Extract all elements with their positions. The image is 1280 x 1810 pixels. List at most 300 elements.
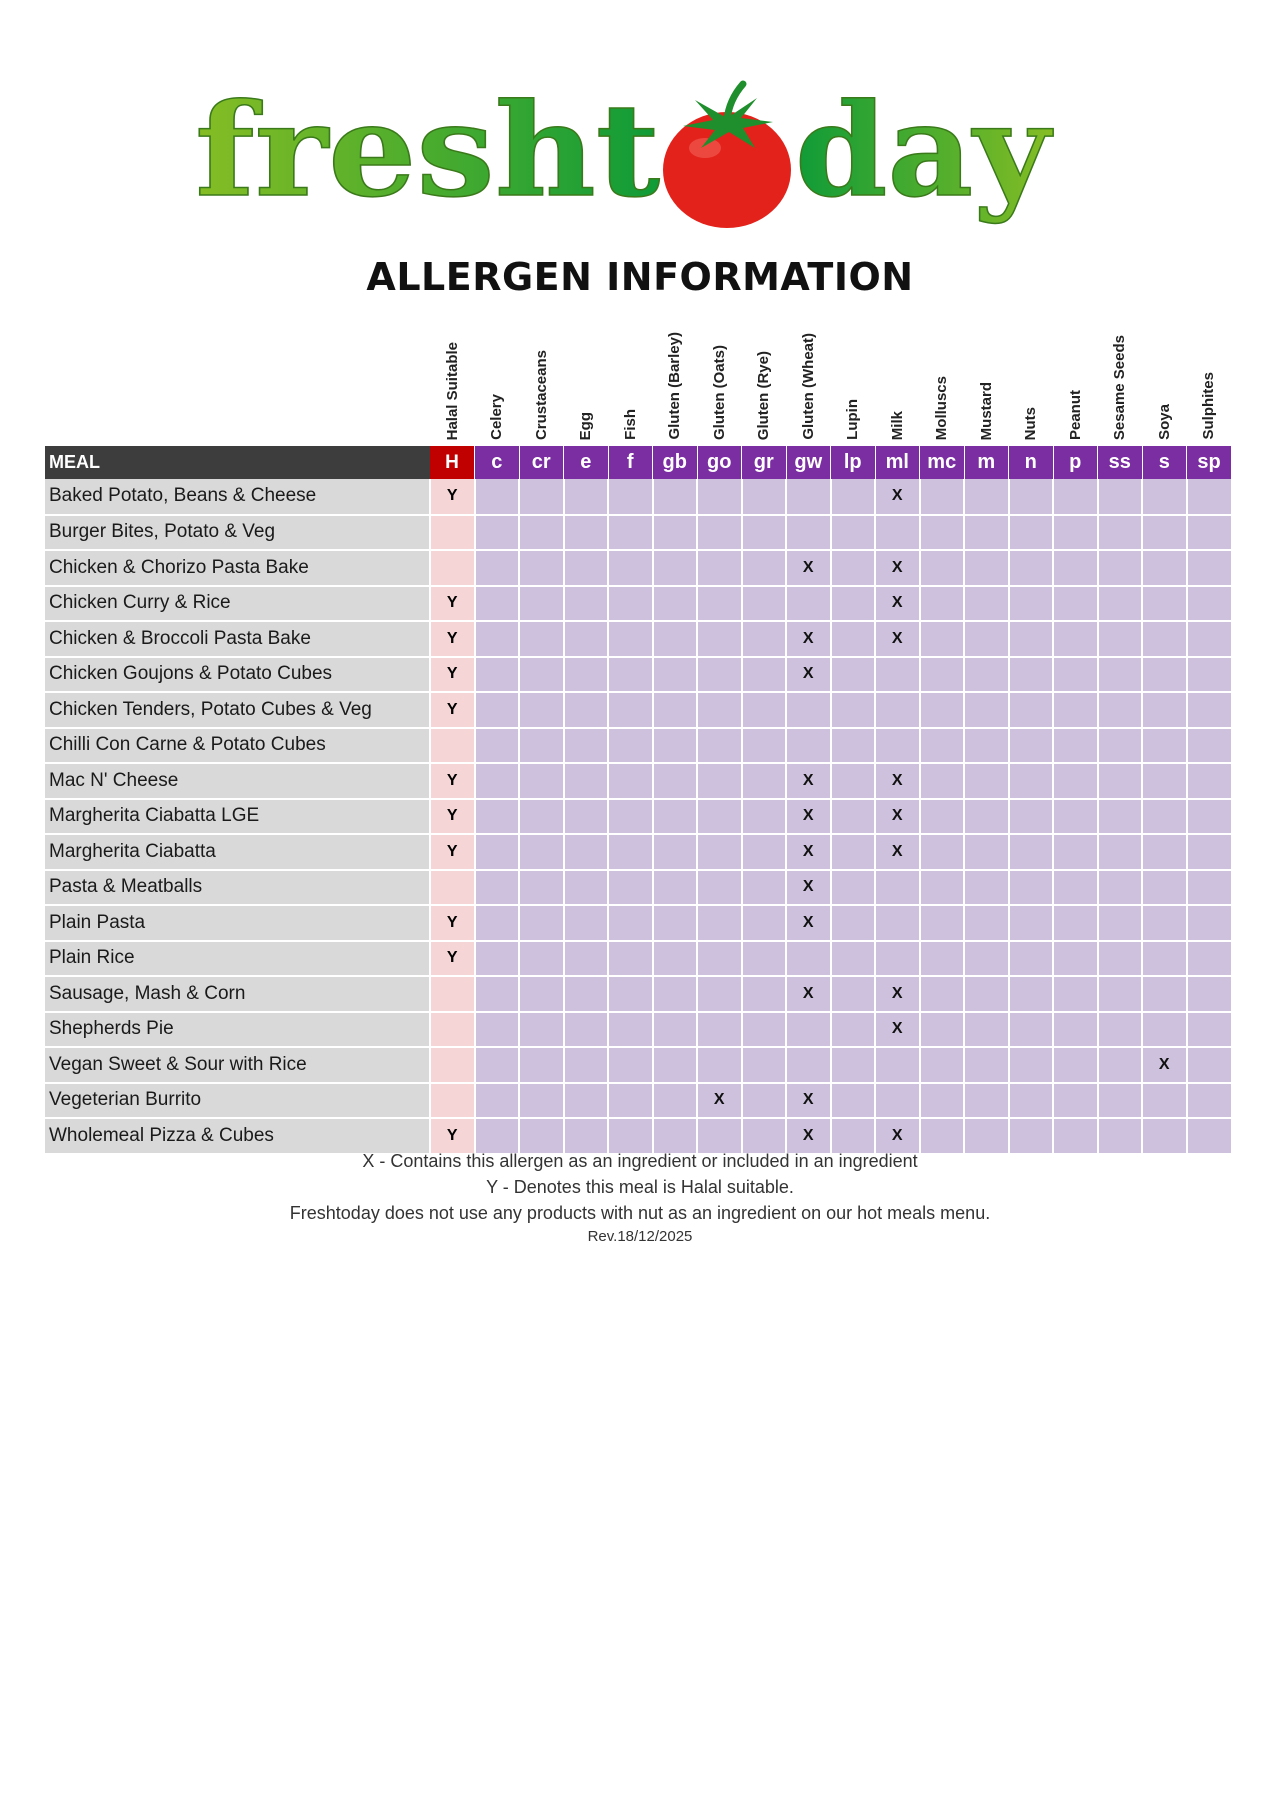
allergen-mark bbox=[1098, 905, 1143, 941]
allergen-name: Sulphites bbox=[1200, 372, 1218, 440]
allergen-mark bbox=[831, 479, 876, 515]
allergen-name: Peanut bbox=[1066, 389, 1084, 440]
allergen-name: Celery bbox=[488, 394, 506, 440]
allergen-mark: X bbox=[786, 834, 831, 870]
allergen-mark bbox=[1142, 586, 1187, 622]
allergen-mark bbox=[1009, 1083, 1054, 1119]
allergen-mark bbox=[964, 799, 1009, 835]
allergen-mark bbox=[608, 479, 653, 515]
allergen-mark bbox=[564, 621, 609, 657]
allergen-mark bbox=[1187, 550, 1232, 586]
halal-mark bbox=[430, 976, 475, 1012]
allergen-mark bbox=[697, 479, 742, 515]
allergen-mark bbox=[920, 834, 965, 870]
allergen-mark bbox=[1098, 586, 1143, 622]
meal-column-header: MEAL bbox=[45, 446, 430, 479]
allergen-mark bbox=[831, 763, 876, 799]
allergen-mark bbox=[1053, 550, 1098, 586]
meal-name: Pasta & Meatballs bbox=[45, 870, 430, 906]
header-allergen bbox=[875, 330, 920, 446]
table-row bbox=[45, 1012, 1231, 1048]
allergen-mark bbox=[831, 834, 876, 870]
allergen-mark bbox=[920, 621, 965, 657]
meal-name: Chicken Curry & Rice bbox=[45, 586, 430, 622]
allergen-code: sp bbox=[1187, 446, 1232, 479]
revision-date: Rev.18/12/2025 bbox=[587, 1228, 693, 1245]
allergen-mark bbox=[920, 976, 965, 1012]
meal-name: Plain Rice bbox=[45, 941, 430, 977]
allergen-mark bbox=[964, 1047, 1009, 1083]
allergen-mark: X bbox=[786, 621, 831, 657]
allergen-mark bbox=[475, 905, 520, 941]
meal-name: Chicken Tenders, Potato Cubes & Veg bbox=[45, 692, 430, 728]
allergen-name: Gluten (Oats) bbox=[710, 344, 728, 440]
allergen-mark bbox=[564, 834, 609, 870]
allergen-mark bbox=[920, 1047, 965, 1083]
header-halal-label: Halal Suitable bbox=[443, 341, 461, 440]
allergen-mark bbox=[920, 763, 965, 799]
allergen-mark bbox=[564, 1012, 609, 1048]
allergen-mark bbox=[608, 870, 653, 906]
allergen-mark bbox=[1187, 941, 1232, 977]
allergen-mark bbox=[964, 976, 1009, 1012]
allergen-mark: X bbox=[786, 799, 831, 835]
allergen-mark bbox=[742, 586, 787, 622]
allergen-mark bbox=[653, 621, 698, 657]
allergen-mark bbox=[608, 763, 653, 799]
allergen-mark bbox=[964, 1012, 1009, 1048]
allergen-mark bbox=[1142, 870, 1187, 906]
allergen-mark bbox=[608, 550, 653, 586]
allergen-mark bbox=[831, 657, 876, 693]
allergen-code: n bbox=[1009, 446, 1054, 479]
allergen-mark bbox=[964, 657, 1009, 693]
allergen-mark bbox=[1009, 692, 1054, 728]
allergen-mark bbox=[831, 870, 876, 906]
allergen-mark bbox=[1187, 870, 1232, 906]
allergen-mark bbox=[608, 976, 653, 1012]
allergen-mark bbox=[519, 834, 564, 870]
allergen-mark bbox=[1142, 976, 1187, 1012]
header-allergen bbox=[1098, 330, 1143, 446]
header-allergen bbox=[831, 330, 876, 446]
meal-name: Shepherds Pie bbox=[45, 1012, 430, 1048]
allergen-mark bbox=[1098, 479, 1143, 515]
allergen-mark: X bbox=[875, 976, 920, 1012]
allergen-mark bbox=[519, 1047, 564, 1083]
allergen-name: Gluten (Rye) bbox=[755, 350, 773, 440]
allergen-mark bbox=[475, 763, 520, 799]
allergen-mark bbox=[697, 941, 742, 977]
meal-name: Margherita Ciabatta bbox=[45, 834, 430, 870]
allergen-mark bbox=[1053, 870, 1098, 906]
allergen-mark bbox=[564, 1047, 609, 1083]
allergen-mark bbox=[564, 479, 609, 515]
allergen-mark bbox=[742, 1083, 787, 1119]
halal-mark: Y bbox=[430, 1118, 475, 1154]
allergen-mark bbox=[475, 728, 520, 764]
allergen-mark bbox=[1009, 479, 1054, 515]
allergen-mark bbox=[1053, 941, 1098, 977]
allergen-mark bbox=[1187, 692, 1232, 728]
allergen-mark bbox=[653, 905, 698, 941]
allergen-mark bbox=[1053, 763, 1098, 799]
allergen-mark bbox=[1187, 586, 1232, 622]
allergen-mark bbox=[786, 1012, 831, 1048]
table-row bbox=[45, 905, 1231, 941]
header-allergen bbox=[786, 330, 831, 446]
allergen-mark bbox=[1142, 657, 1187, 693]
legend bbox=[0, 1148, 1280, 1248]
allergen-mark bbox=[653, 657, 698, 693]
table-row bbox=[45, 941, 1231, 977]
allergen-mark bbox=[564, 728, 609, 764]
allergen-mark bbox=[519, 692, 564, 728]
allergen-mark bbox=[564, 550, 609, 586]
allergen-mark bbox=[920, 1012, 965, 1048]
allergen-mark bbox=[786, 515, 831, 551]
allergen-mark bbox=[875, 692, 920, 728]
allergen-mark bbox=[1098, 550, 1143, 586]
allergen-mark bbox=[742, 799, 787, 835]
allergen-mark bbox=[742, 479, 787, 515]
header-allergen bbox=[1142, 330, 1187, 446]
table-row bbox=[45, 692, 1231, 728]
allergen-mark bbox=[964, 870, 1009, 906]
allergen-mark bbox=[920, 479, 965, 515]
allergen-mark bbox=[564, 586, 609, 622]
allergen-mark: X bbox=[875, 834, 920, 870]
header-allergen bbox=[1187, 330, 1232, 446]
allergen-mark bbox=[1142, 905, 1187, 941]
allergen-mark bbox=[1142, 799, 1187, 835]
allergen-mark bbox=[786, 479, 831, 515]
header-allergen bbox=[608, 330, 653, 446]
halal-mark: Y bbox=[430, 657, 475, 693]
table-row bbox=[45, 763, 1231, 799]
allergen-mark bbox=[742, 621, 787, 657]
allergen-mark bbox=[742, 976, 787, 1012]
allergen-mark bbox=[1098, 941, 1143, 977]
table-row bbox=[45, 515, 1231, 551]
allergen-names-row bbox=[45, 330, 1231, 446]
meal-name: Wholemeal Pizza & Cubes bbox=[45, 1118, 430, 1154]
allergen-mark bbox=[920, 657, 965, 693]
allergen-mark: X bbox=[786, 870, 831, 906]
allergen-mark bbox=[831, 976, 876, 1012]
header-allergen bbox=[519, 330, 564, 446]
allergen-code: go bbox=[697, 446, 742, 479]
allergen-mark bbox=[697, 621, 742, 657]
header-allergen bbox=[920, 330, 965, 446]
allergen-mark bbox=[831, 550, 876, 586]
allergen-mark bbox=[475, 941, 520, 977]
halal-mark: Y bbox=[430, 834, 475, 870]
halal-mark: Y bbox=[430, 799, 475, 835]
allergen-mark bbox=[1053, 834, 1098, 870]
allergen-mark bbox=[1187, 799, 1232, 835]
allergen-mark bbox=[1142, 941, 1187, 977]
allergen-mark bbox=[1053, 479, 1098, 515]
allergen-mark bbox=[1098, 834, 1143, 870]
allergen-mark bbox=[1142, 834, 1187, 870]
allergen-mark bbox=[875, 941, 920, 977]
allergen-name: Milk bbox=[888, 410, 906, 440]
header-allergen bbox=[564, 330, 609, 446]
allergen-code: m bbox=[964, 446, 1009, 479]
allergen-mark bbox=[1053, 586, 1098, 622]
allergen-mark bbox=[653, 834, 698, 870]
table-row bbox=[45, 621, 1231, 657]
table-row bbox=[45, 586, 1231, 622]
allergen-mark bbox=[742, 905, 787, 941]
allergen-mark bbox=[742, 692, 787, 728]
allergen-mark bbox=[697, 728, 742, 764]
allergen-mark bbox=[653, 692, 698, 728]
meal-name: Chilli Con Carne & Potato Cubes bbox=[45, 728, 430, 764]
allergen-mark bbox=[1098, 621, 1143, 657]
allergen-mark bbox=[875, 1047, 920, 1083]
allergen-mark bbox=[920, 870, 965, 906]
meal-name: Chicken Goujons & Potato Cubes bbox=[45, 657, 430, 693]
allergen-name: Gluten (Wheat) bbox=[799, 333, 817, 440]
allergen-mark bbox=[742, 763, 787, 799]
allergen-mark bbox=[564, 692, 609, 728]
allergen-mark bbox=[1142, 728, 1187, 764]
allergen-mark bbox=[1187, 1012, 1232, 1048]
allergen-codes-row bbox=[45, 446, 1231, 479]
allergen-mark bbox=[964, 479, 1009, 515]
meal-name: Sausage, Mash & Corn bbox=[45, 976, 430, 1012]
header-allergen bbox=[1009, 330, 1054, 446]
allergen-mark bbox=[564, 870, 609, 906]
table-row bbox=[45, 657, 1231, 693]
allergen-mark bbox=[1187, 657, 1232, 693]
halal-mark: Y bbox=[430, 621, 475, 657]
header-halal bbox=[430, 330, 475, 446]
freshtoday-logo bbox=[195, 70, 1095, 240]
allergen-mark bbox=[1142, 515, 1187, 551]
allergen-mark: X bbox=[697, 1083, 742, 1119]
allergen-mark bbox=[1009, 515, 1054, 551]
allergen-mark bbox=[1009, 657, 1054, 693]
allergen-name: Lupin bbox=[844, 399, 862, 440]
table-row bbox=[45, 834, 1231, 870]
allergen-mark bbox=[920, 586, 965, 622]
allergen-mark bbox=[519, 728, 564, 764]
allergen-mark bbox=[920, 692, 965, 728]
allergen-mark bbox=[831, 799, 876, 835]
header-allergen bbox=[653, 330, 698, 446]
allergen-mark bbox=[653, 1012, 698, 1048]
allergen-mark bbox=[653, 479, 698, 515]
halal-mark: Y bbox=[430, 941, 475, 977]
allergen-mark bbox=[742, 1047, 787, 1083]
allergen-mark bbox=[1053, 515, 1098, 551]
allergen-mark bbox=[1187, 1083, 1232, 1119]
allergen-mark bbox=[964, 941, 1009, 977]
allergen-mark bbox=[519, 586, 564, 622]
halal-mark bbox=[430, 1047, 475, 1083]
allergen-mark bbox=[964, 728, 1009, 764]
table-row bbox=[45, 870, 1231, 906]
allergen-mark bbox=[697, 657, 742, 693]
allergen-mark bbox=[697, 692, 742, 728]
allergen-mark bbox=[653, 763, 698, 799]
allergen-mark bbox=[875, 728, 920, 764]
allergen-mark bbox=[1053, 1083, 1098, 1119]
allergen-mark bbox=[608, 834, 653, 870]
allergen-mark bbox=[1009, 1047, 1054, 1083]
allergen-mark bbox=[786, 941, 831, 977]
allergen-mark bbox=[831, 692, 876, 728]
allergen-mark bbox=[1009, 941, 1054, 977]
table-row bbox=[45, 1083, 1231, 1119]
allergen-mark bbox=[1053, 905, 1098, 941]
allergen-mark bbox=[831, 515, 876, 551]
allergen-mark bbox=[1098, 728, 1143, 764]
allergen-mark bbox=[964, 1083, 1009, 1119]
allergen-mark bbox=[1098, 515, 1143, 551]
allergen-mark bbox=[697, 799, 742, 835]
allergen-mark bbox=[519, 1012, 564, 1048]
table-row bbox=[45, 799, 1231, 835]
allergen-mark bbox=[1142, 550, 1187, 586]
allergen-mark bbox=[653, 976, 698, 1012]
allergen-mark: X bbox=[786, 657, 831, 693]
allergen-mark bbox=[608, 799, 653, 835]
allergen-mark: X bbox=[875, 586, 920, 622]
allergen-name: Egg bbox=[577, 411, 595, 440]
allergen-mark bbox=[831, 586, 876, 622]
allergen-code: gr bbox=[742, 446, 787, 479]
allergen-mark bbox=[608, 515, 653, 551]
allergen-mark bbox=[608, 657, 653, 693]
allergen-mark bbox=[519, 799, 564, 835]
header-allergen bbox=[742, 330, 787, 446]
halal-mark: Y bbox=[430, 905, 475, 941]
allergen-mark bbox=[964, 763, 1009, 799]
allergen-mark bbox=[964, 550, 1009, 586]
allergen-mark bbox=[1187, 905, 1232, 941]
allergen-mark bbox=[653, 870, 698, 906]
allergen-code: ml bbox=[875, 446, 920, 479]
halal-mark bbox=[430, 870, 475, 906]
halal-mark: Y bbox=[430, 479, 475, 515]
allergen-mark bbox=[697, 976, 742, 1012]
allergen-mark bbox=[564, 763, 609, 799]
allergen-mark: X bbox=[1142, 1047, 1187, 1083]
allergen-mark bbox=[1009, 976, 1054, 1012]
allergen-name: Nuts bbox=[1022, 406, 1040, 440]
allergen-mark bbox=[1098, 657, 1143, 693]
allergen-mark bbox=[475, 870, 520, 906]
allergen-mark bbox=[964, 586, 1009, 622]
allergen-mark bbox=[475, 515, 520, 551]
allergen-mark: X bbox=[875, 1012, 920, 1048]
allergen-mark bbox=[475, 586, 520, 622]
allergen-name: Soya bbox=[1155, 404, 1173, 440]
allergen-mark bbox=[475, 834, 520, 870]
allergen-mark bbox=[564, 657, 609, 693]
allergen-mark bbox=[1053, 728, 1098, 764]
allergen-mark bbox=[475, 1012, 520, 1048]
allergen-mark bbox=[519, 657, 564, 693]
allergen-mark: X bbox=[875, 479, 920, 515]
allergen-mark bbox=[875, 657, 920, 693]
table-row bbox=[45, 550, 1231, 586]
allergen-mark bbox=[831, 728, 876, 764]
allergen-mark bbox=[519, 550, 564, 586]
allergen-mark bbox=[1098, 976, 1143, 1012]
allergen-mark bbox=[831, 905, 876, 941]
header-allergen bbox=[1053, 330, 1098, 446]
allergen-table bbox=[45, 330, 1231, 1155]
allergen-mark bbox=[1009, 763, 1054, 799]
allergen-mark bbox=[475, 799, 520, 835]
allergen-mark bbox=[1098, 870, 1143, 906]
allergen-mark bbox=[1009, 870, 1054, 906]
allergen-mark bbox=[1009, 905, 1054, 941]
allergen-mark: X bbox=[786, 763, 831, 799]
table-row bbox=[45, 1047, 1231, 1083]
allergen-mark bbox=[608, 1047, 653, 1083]
allergen-mark bbox=[697, 1012, 742, 1048]
allergen-mark bbox=[1098, 1083, 1143, 1119]
allergen-mark bbox=[519, 515, 564, 551]
halal-mark bbox=[430, 728, 475, 764]
table-row bbox=[45, 479, 1231, 515]
allergen-mark bbox=[653, 941, 698, 977]
allergen-mark bbox=[697, 870, 742, 906]
header-allergen bbox=[964, 330, 1009, 446]
logo-text-fresht: fresht bbox=[195, 76, 660, 226]
allergen-mark bbox=[564, 799, 609, 835]
allergen-mark bbox=[1009, 1012, 1054, 1048]
allergen-mark bbox=[653, 799, 698, 835]
allergen-mark bbox=[875, 515, 920, 551]
allergen-mark bbox=[1053, 621, 1098, 657]
allergen-mark bbox=[920, 799, 965, 835]
allergen-mark bbox=[608, 941, 653, 977]
allergen-mark bbox=[786, 586, 831, 622]
allergen-mark bbox=[475, 621, 520, 657]
allergen-mark bbox=[1187, 479, 1232, 515]
meal-name: Mac N' Cheese bbox=[45, 763, 430, 799]
legend-x-note: X - Contains this allergen as an ingredient or included in an ingredient bbox=[362, 1151, 918, 1171]
allergen-mark bbox=[1187, 1047, 1232, 1083]
allergen-mark bbox=[964, 515, 1009, 551]
allergen-mark bbox=[1187, 976, 1232, 1012]
allergen-mark bbox=[608, 692, 653, 728]
allergen-mark: X bbox=[786, 976, 831, 1012]
allergen-mark bbox=[608, 728, 653, 764]
halal-mark bbox=[430, 550, 475, 586]
allergen-name: Sesame Seeds bbox=[1111, 334, 1129, 440]
allergen-mark bbox=[653, 515, 698, 551]
allergen-code: cr bbox=[519, 446, 564, 479]
allergen-mark bbox=[786, 692, 831, 728]
allergen-mark bbox=[519, 870, 564, 906]
meal-name: Vegeterian Burrito bbox=[45, 1083, 430, 1119]
allergen-mark bbox=[1053, 976, 1098, 1012]
allergen-mark bbox=[920, 515, 965, 551]
allergen-mark bbox=[1009, 586, 1054, 622]
allergen-mark bbox=[875, 1083, 920, 1119]
table-row bbox=[45, 976, 1231, 1012]
allergen-mark bbox=[1142, 1083, 1187, 1119]
allergen-mark bbox=[653, 1047, 698, 1083]
